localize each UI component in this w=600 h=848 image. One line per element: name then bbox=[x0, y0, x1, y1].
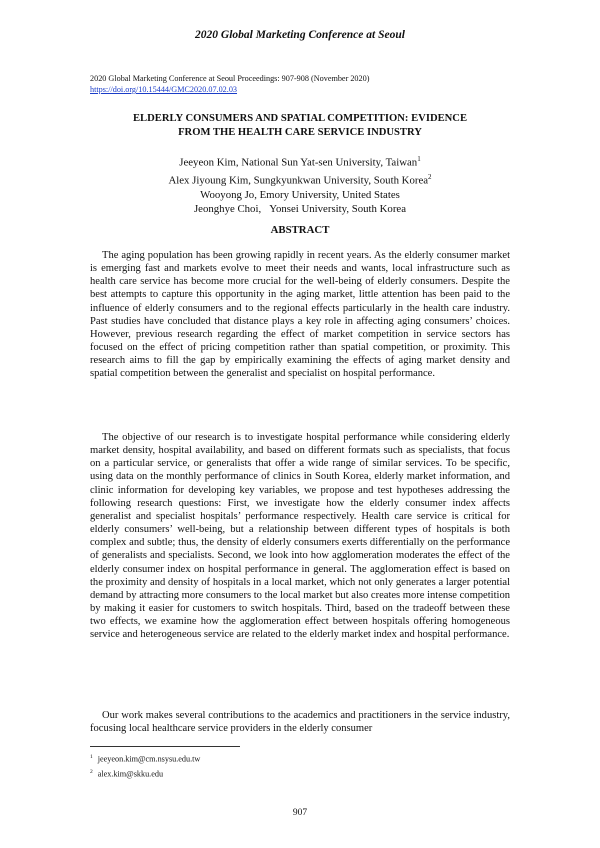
footnote-divider bbox=[90, 746, 240, 747]
abstract-paragraph: The objective of our research is to investigate hospital performance while considering elderly market density, hospital availability, and based on different formats such as specialists, that focus on a particular service, or generalists that offer a wide range of similar services. To be specific, using data on the monthly performance of clinics in South Korea, elderly market information, and clinic information for developing key variables, we propose and test hypotheses addressing the following research questions: First, we investigate how the elderly consumer index affects generalist and specialist hospitals’ performance respectively. Health care service is critical for elderly consumers’ well-being, but a relationship between different types of hospitals is both complex and subtle; thus, the density of elderly consumers exerts differentially on the performance of generalists and specialists. Second, we look into how agglomeration moderates the effect of the elderly consumer index on hospital performance in general. The agglomeration effect is based on the proximity and density of hospitals in a local market, which not only generates a larger potential demand by attracting more consumers to the local market but also creates more intense competition by making it easier for customers to switch hospitals. Third, based on the tradeoff between these two effects, we examine how the agglomeration effect between hospitals offering homogeneous service and heterogeneous service are related to the elderly market index and hospital performance. bbox=[90, 432, 510, 641]
page-number: 907 bbox=[292, 808, 308, 818]
doi-link[interactable]: https://doi.org/10.15444/GMC2020.07.02.03 bbox=[90, 85, 238, 94]
proceedings-info bbox=[90, 73, 369, 95]
abstract-paragraph: The aging population has been growing rapidly in recent years. As the elderly consumer market is emerging fast and markets evolve to meet their needs and wants, local infrastructure such as health care service has become more crucial for the well-being of elderly consumers. Despite the best attempts to capture this opportunity in the aging market, little attention has been paid to the influence of elderly consumers and to the regional effects particularly in the health care industry. Past studies have concluded that distance plays a key role in affecting aging consumers’ choices. However, previous research regarding the effect of market competition in service sectors has focused on the effect of pricing competition rather than spatial competition, or proximity. This research aims to fill the gap by empirically examining the effects of aging market density and spatial competition between the generalist and specialist on hospital performance. bbox=[90, 250, 510, 380]
title-line-1: ELDERLY CONSUMERS AND SPATIAL COMPETITION: EVIDENCE bbox=[132, 113, 468, 124]
author-line: Jeonghye Choi, Yonsei University, South Korea bbox=[193, 203, 407, 216]
author-list bbox=[60, 152, 540, 216]
footnote: $^2$ alex.kim@skku.edu bbox=[90, 768, 164, 779]
footnote-email: alex.kim@skku.edu bbox=[97, 769, 164, 779]
paper-title bbox=[60, 112, 540, 140]
author-line: Wooyong Jo, Emory University, United States bbox=[200, 188, 400, 201]
abstract-heading: ABSTRACT bbox=[270, 224, 330, 236]
author-line: Jeeyeon Kim, National Sun Yat-sen University, Taiwan$^1$ bbox=[179, 155, 421, 169]
footnote-marker: 1 bbox=[417, 155, 421, 163]
title-line-2: FROM THE HEALTH CARE SERVICE INDUSTRY bbox=[178, 127, 422, 138]
abstract-paragraph: Our work makes several contributions to the academics and practitioners in the service industry, focusing local healthcare service providers in the elderly consumer bbox=[90, 710, 510, 735]
footnote-marker: 2 bbox=[428, 172, 432, 181]
footnote-email: jeeyeon.kim@cm.nsysu.edu.tw bbox=[97, 754, 201, 764]
conference-title: 2020 Global Marketing Conference at Seoul bbox=[195, 29, 405, 41]
author-line: Alex Jiyoung Kim, Sungkyunkwan University, South Korea$^2$ bbox=[168, 172, 432, 187]
footnotes bbox=[90, 751, 200, 780]
proceedings-citation: 2020 Global Marketing Conference at Seoul Proceedings: 907-908 (November 2020) bbox=[90, 74, 370, 83]
footnote: $^1$ jeeyeon.kim@cm.nsysu.edu.tw bbox=[90, 754, 201, 764]
